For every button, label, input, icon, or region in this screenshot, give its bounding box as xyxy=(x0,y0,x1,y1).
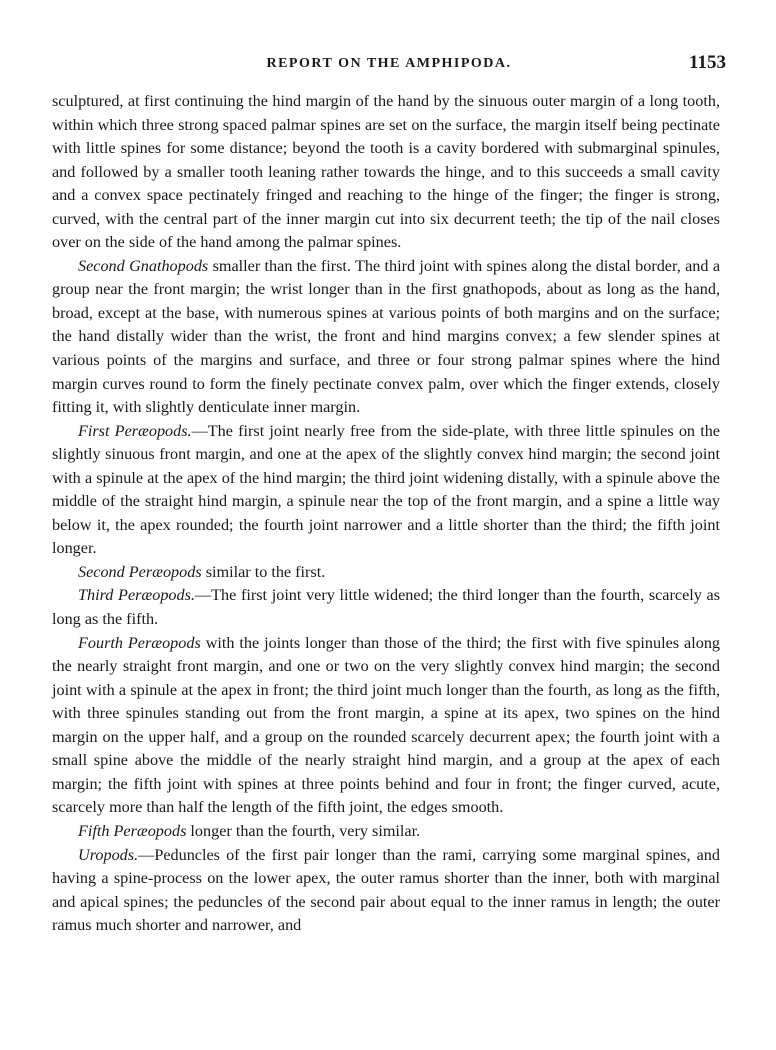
paragraph-heading: Second Peræopods xyxy=(78,562,202,581)
paragraph-second-peraeopods xyxy=(52,561,720,585)
paragraph-text: with the joints longer than those of the third; the first with five spinules along the nearly straight front margin, and one or two on the very slightly convex hind margin; the second joint with a spinule at the apex in front; the third joint much longer than the fourth, as long as the fifth, with three spinules standing out from the front margin, a spine at its apex, two spines on the hind margin on the upper half, and a group on the rounded scarcely decurrent apex; the fourth joint with a small spine above the middle of the nearly straight hind margin, and a group at the apex of each margin; the fifth joint with spines at three points behind and four in front; the finger curved, acute, scarcely more than half the length of the fifth joint, the edges smooth. xyxy=(52,633,721,817)
paragraph-heading: Fourth Peræopods xyxy=(78,633,201,652)
page-number: 1153 xyxy=(689,52,726,73)
paragraph-text: longer than the fourth, very similar. xyxy=(186,821,421,840)
paragraph-text: similar to the first. xyxy=(201,562,326,581)
paragraph-third-peraeopods xyxy=(52,584,720,631)
paragraph-heading: Uropods. xyxy=(78,845,139,864)
body-text xyxy=(52,90,720,938)
paragraph-first-peraeopods xyxy=(52,420,720,561)
paragraph-text: —The first joint nearly free from the side-plate, with three little spinules on the slightly sinuous front margin, and one at the apex of the slightly convex hind margin; the second joint with a spinule at the apex of the hind margin; the third joint widening distally, with a spinule above the middle of the straight hind margin, a spinule near the top of the front margin, and a spine a little way below it, the apex rounded; the fourth joint narrower and a little shorter than the third; the fifth joint longer. xyxy=(52,421,720,558)
paragraph-fifth-peraeopods xyxy=(52,820,720,844)
paragraph-text: —The first joint very little widened; the third longer than the fourth, scarcely as long as the fifth. xyxy=(52,586,720,629)
paragraph-continuation xyxy=(52,90,720,255)
running-title: REPORT ON THE AMPHIPODA. xyxy=(266,56,512,71)
paragraph-text: smaller than the first. The third joint with spines along the distal border, and a group near the front margin; the wrist longer than in the first gnathopods, about as long as the hand, broad, except at the base, with numerous spines at various points of both margins and on the surface; the hand distally wider than the wrist, the front and hind margins convex; a few slender spines at various points of the margins and surface, and three or four strong palmar spines where the hind margin curves round to form the finely pectinate convex palm, over which the finger extends, closely fitting it, with slightly denticulate inner margin. xyxy=(52,256,720,417)
paragraph-fourth-peraeopods xyxy=(52,632,720,820)
paragraph-heading: First Peræopods. xyxy=(78,421,192,440)
running-header xyxy=(52,52,726,76)
paragraph-text: sculptured, at first continuing the hind margin of the hand by the sinuous outer margin of a long tooth, within which three strong spaced palmar spines are set on the surface, the margin itself being pectinate with little spines for some distance; beyond the tooth is a cavity bordered with submarginal spinules, and followed by a smaller tooth leaning rather towards the hinge, and to this succeeds a small cavity and a convex space pectinately fringed and reaching to the hinge of the finger; the finger is strong, curved, with the central part of the inner margin cut into six decurrent teeth; the tip of the nail closes over on the side of the hand among the palmar spines. xyxy=(52,92,720,252)
paragraph-second-gnathopods xyxy=(52,255,720,420)
paragraph-heading: Fifth Peræopods xyxy=(78,821,187,840)
paragraph-heading: Third Peræopods. xyxy=(78,586,195,605)
paragraph-uropods xyxy=(52,844,720,938)
paragraph-heading: Second Gnathopods xyxy=(78,256,209,275)
paragraph-text: —Peduncles of the first pair longer than the rami, carrying some marginal spines, and having a spine-process on the lower apex, the outer ramus shorter than the inner, both with marginal and apical spines; the peduncles of the second pair about equal to the inner ramus in length; the outer ramus much shorter and narrower, and xyxy=(52,845,720,935)
